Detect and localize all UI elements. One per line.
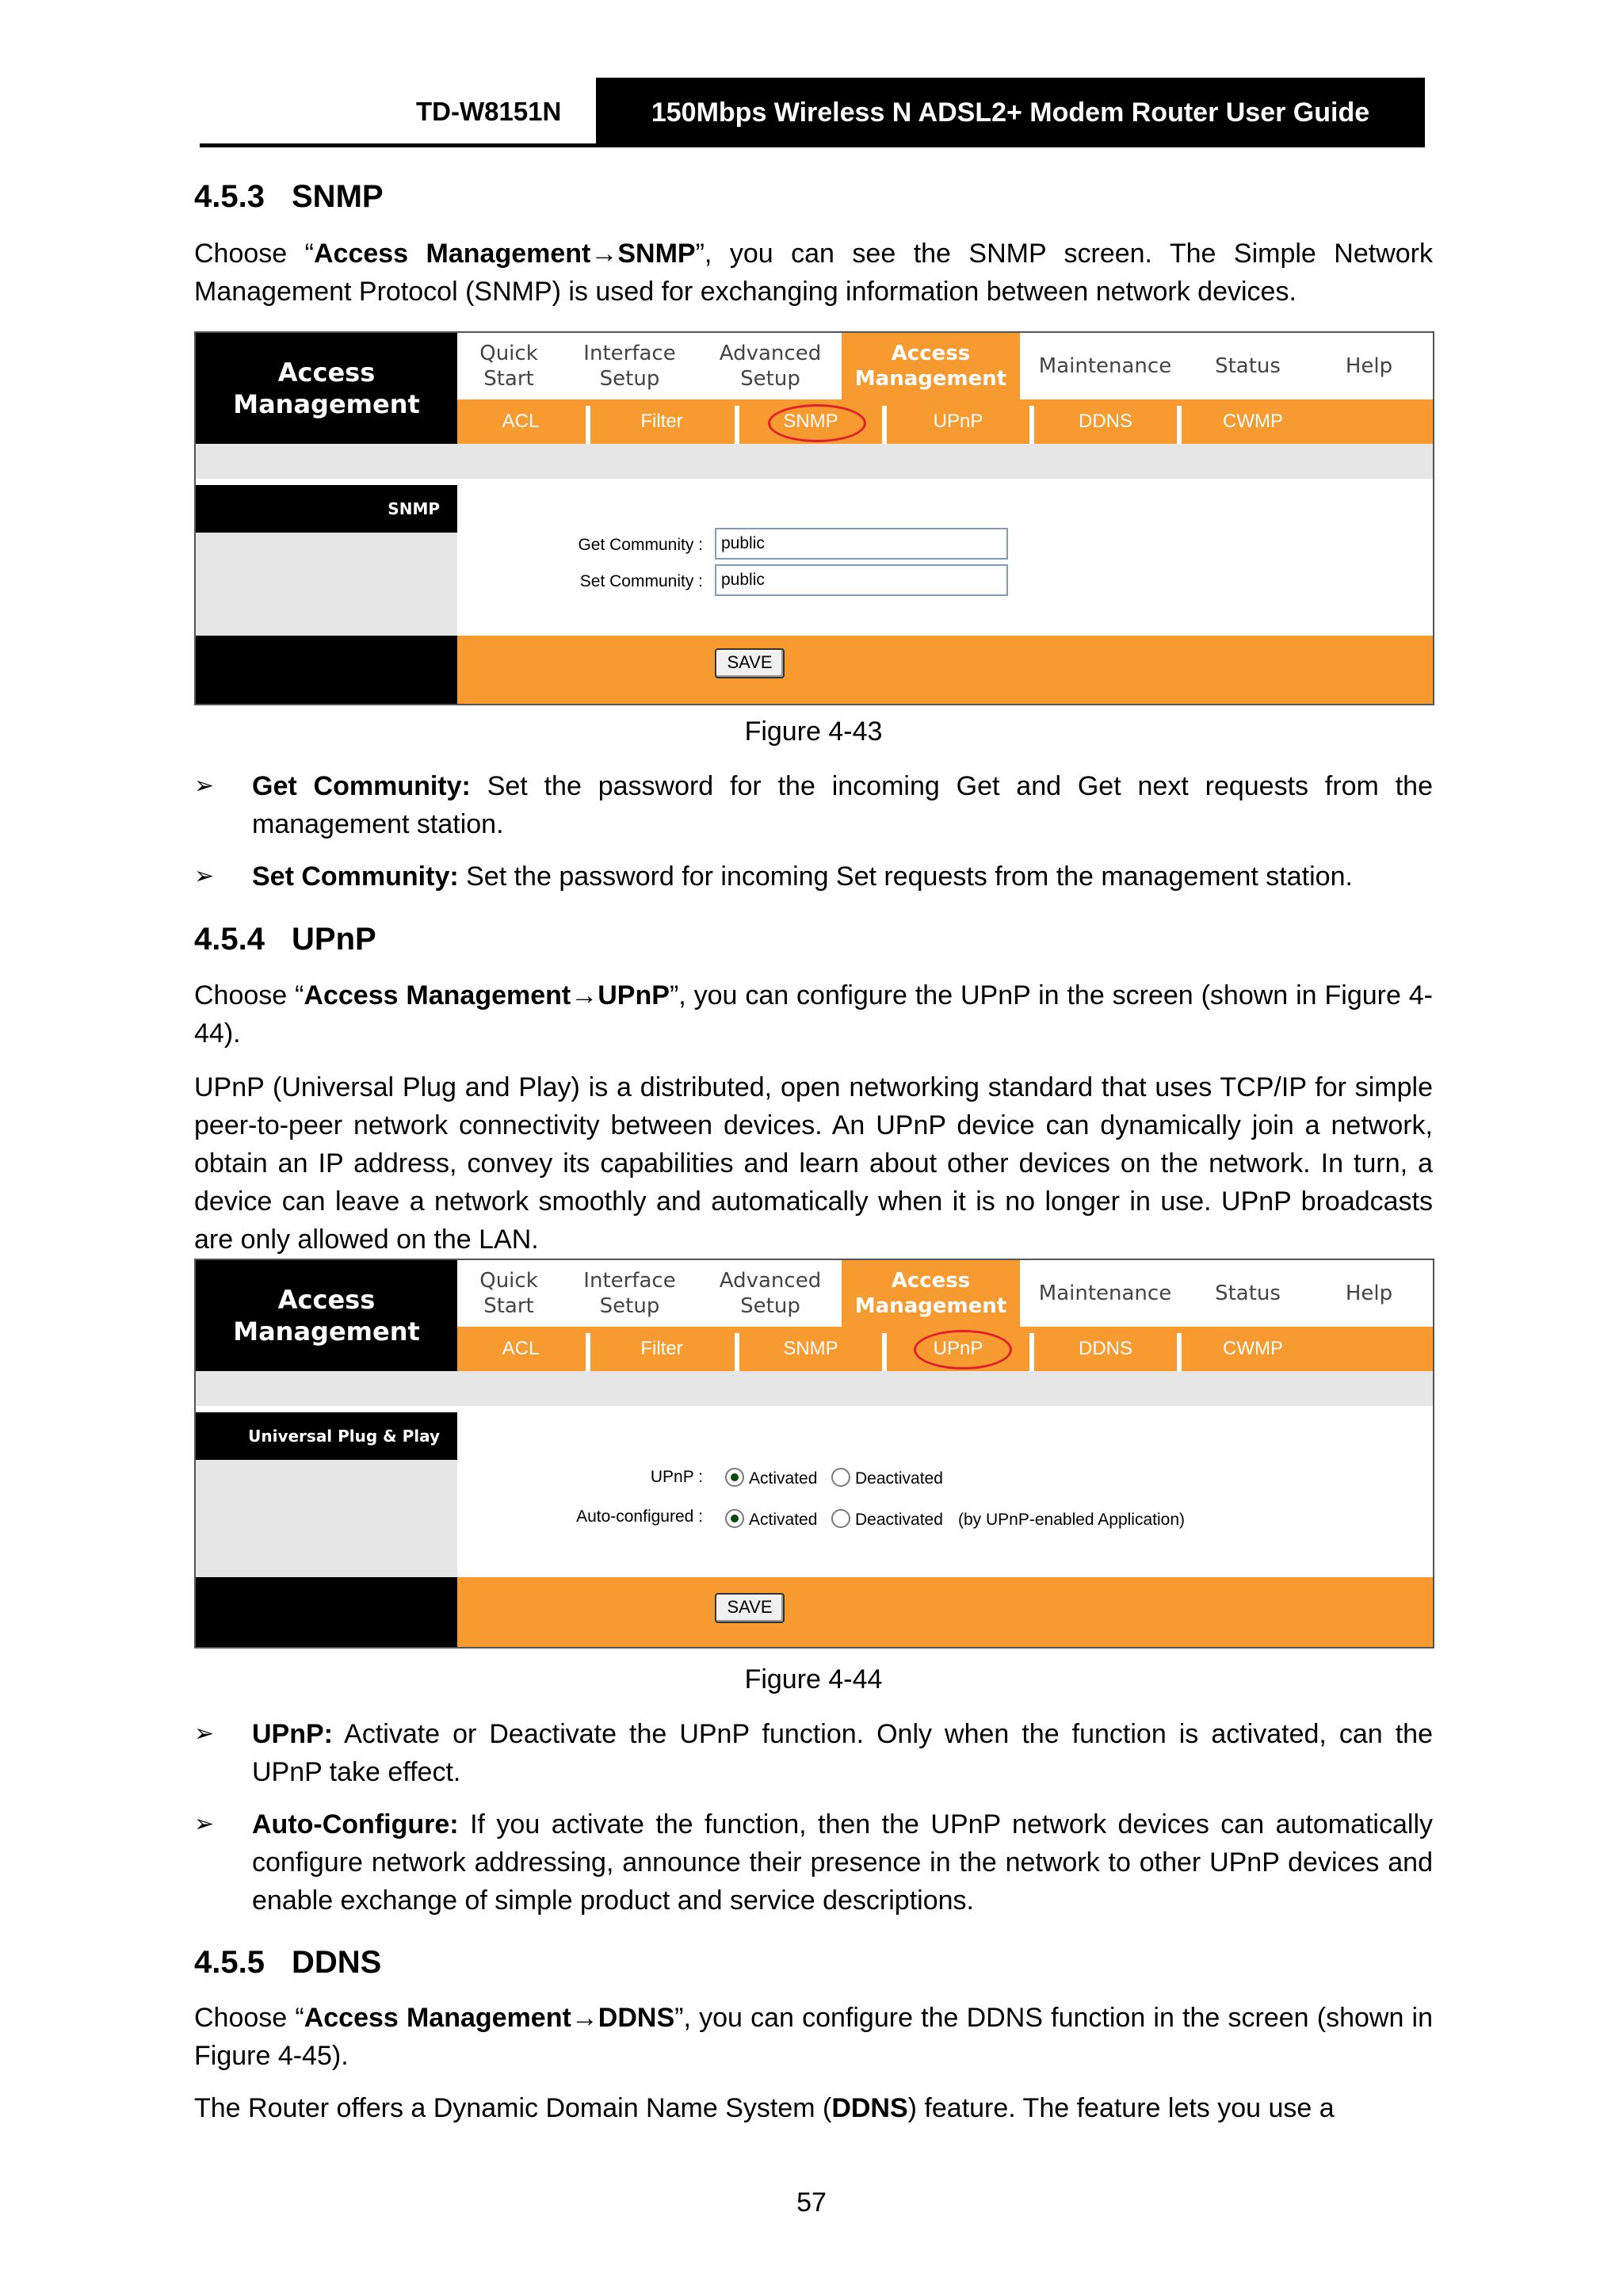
bullet-term: UPnP: [252, 1719, 333, 1749]
subtab-cwmp[interactable]: CWMP [1223, 411, 1283, 432]
tab-label: Maintenance [1038, 1282, 1172, 1305]
intro-pre: Choose “ [194, 980, 304, 1010]
subtab-cwmp[interactable]: CWMP [1223, 1338, 1283, 1359]
tab-quick-start[interactable] [457, 1260, 560, 1327]
section-number: 4.5.4 [194, 922, 265, 957]
save-button[interactable]: SAVE [715, 1593, 785, 1623]
brand-block [196, 1260, 457, 1371]
left-panel [196, 1460, 457, 1577]
top-nav [457, 1260, 1433, 1327]
footer-left [196, 636, 457, 704]
left-panel [196, 533, 457, 636]
tab-label: Setup [599, 1294, 660, 1318]
bullet-term: Auto-Configure: [252, 1809, 459, 1839]
white-band [196, 1406, 1433, 1412]
section-title: SNMP [292, 179, 384, 214]
bullet-term: Set Community: [252, 861, 459, 892]
tab-maintenance[interactable] [1020, 1260, 1190, 1327]
auto-deactivated-label: Deactivated [855, 1511, 943, 1529]
brand-block [196, 333, 457, 444]
tab-label: Advanced [719, 1269, 822, 1293]
header-rule [200, 143, 1425, 147]
subtab-ddns[interactable]: DDNS [1078, 411, 1132, 432]
tab-interface-setup[interactable] [560, 1260, 699, 1327]
auto-configured-label: Auto-configured : [576, 1507, 703, 1526]
section-title: UPnP [292, 922, 376, 957]
section-heading-snmp [194, 179, 384, 215]
upnp-deactivated-radio[interactable] [831, 1468, 850, 1487]
body-post: ) feature. The feature lets you use a [907, 2093, 1335, 2123]
subtab-acl[interactable]: ACL [502, 1338, 540, 1359]
bullet-arrow-icon: ➢ [194, 1721, 215, 1747]
tab-label: Setup [740, 1294, 800, 1318]
tab-label: Access [891, 1269, 971, 1293]
intro-post: ”, you can configure the DDNS function in the screen (shown in Figure 4-45). [194, 2003, 1434, 2071]
tab-label: Access [891, 342, 971, 365]
brand-line2: Management [233, 1316, 420, 1347]
auto-configured-note: (by UPnP-enabled Application) [958, 1511, 1186, 1529]
tab-label: Interface [583, 342, 676, 365]
sub-nav [457, 399, 1433, 444]
highlight-circle [768, 404, 866, 442]
gray-band [196, 444, 1433, 479]
tab-label: Start [483, 1294, 534, 1318]
page-number: 57 [796, 2187, 827, 2218]
section-label-snmp: SNMP [196, 485, 457, 533]
bullet-arrow-icon: ➢ [194, 863, 215, 889]
top-nav [457, 333, 1433, 399]
bullet-upnp [194, 1715, 1433, 1791]
figure-caption: Figure 4-44 [744, 1664, 883, 1694]
bullet-text: If you activate the function, then the UPnP network devices can automatically configure network addressing, announce their presence in the network to other UPnP devices and enable exchange of simple product and service descriptions. [252, 1809, 1433, 1916]
bullet-text: Set the password for the incoming Get and Get next requests from the management station. [252, 771, 1433, 839]
tab-label: Quick [479, 1269, 538, 1293]
upnp-body: UPnP (Universal Plug and Play) is a distributed, open networking standard that uses TCP/IP for simple peer-to-peer network connectivity between devices. An UPnP device can dynamically join a network, obtain an IP address, convey its capabilities and learn about other devices on the network. In turn, a device can leave a network smoothly and automatically when it is no longer in use. UPnP broadcasts are only allowed on the LAN. [194, 1072, 1433, 1255]
tab-quick-start[interactable] [457, 333, 560, 399]
bullet-term: Get Community: [252, 771, 471, 801]
ddns-body [194, 2089, 1433, 2127]
tab-label: Status [1215, 354, 1281, 378]
footer-left [196, 1577, 457, 1647]
tab-label: Help [1345, 1282, 1393, 1305]
footer-right [457, 1577, 1433, 1647]
tab-access-management[interactable] [842, 333, 1020, 399]
bullet-arrow-icon: ➢ [194, 773, 215, 799]
upnp-label: UPnP : [650, 1468, 703, 1486]
tab-label: Interface [583, 1269, 676, 1293]
set-community-label: Set Community : [579, 572, 703, 590]
subtab-snmp[interactable]: SNMP [783, 411, 838, 432]
subtab-upnp[interactable]: UPnP [933, 1338, 983, 1359]
gray-band [196, 1371, 1433, 1406]
brand-line1: Access [277, 357, 376, 388]
section-number: 4.5.3 [194, 179, 265, 214]
tab-advanced-setup[interactable] [699, 1260, 842, 1327]
section-title: DDNS [292, 1945, 382, 1980]
bullet-get-community [194, 767, 1433, 843]
intro-post: ”, you can see the SNMP screen. The Simple Network Management Protocol (SNMP) is used for exchanging information between network devices. [194, 239, 1433, 307]
tab-access-management[interactable] [842, 1260, 1020, 1327]
bullet-arrow-icon: ➢ [194, 1811, 215, 1837]
body-pre: The Router offers a Dynamic Domain Name System ( [194, 2093, 832, 2123]
upnp-activated-radio[interactable] [725, 1468, 744, 1487]
upnp-screenshot [194, 1259, 1434, 1648]
tab-label: Maintenance [1038, 354, 1172, 378]
tab-label: Start [483, 367, 534, 391]
snmp-screenshot [194, 331, 1434, 705]
menu-path: Access Management→UPnP [304, 980, 670, 1010]
tab-label: Status [1215, 1282, 1281, 1305]
upnp-intro [194, 976, 1433, 1052]
footer-right [457, 636, 1433, 704]
subtab-filter[interactable]: Filter [640, 1338, 683, 1359]
save-button[interactable]: SAVE [715, 648, 785, 678]
upnp-activated-label: Activated [749, 1469, 818, 1488]
tab-label: Setup [740, 367, 800, 391]
tab-label: Advanced [719, 342, 822, 365]
tab-interface-setup[interactable] [560, 333, 699, 399]
section-number: 4.5.5 [194, 1945, 265, 1980]
bullet-set-community [194, 858, 1433, 896]
content-panel [457, 1412, 1433, 1577]
get-community-label: Get Community : [578, 536, 703, 554]
intro-pre: Choose “ [194, 239, 314, 269]
brand-line2: Management [233, 389, 420, 419]
tab-label: Management [854, 1294, 1007, 1318]
bullet-auto-configure [194, 1805, 1433, 1920]
tab-help[interactable] [1305, 333, 1433, 399]
ddns-intro [194, 1999, 1433, 2075]
tab-label: Setup [599, 367, 660, 391]
subtab-acl[interactable]: ACL [502, 411, 540, 432]
section-heading-ddns [194, 1945, 381, 1981]
tab-label: Quick [479, 342, 538, 365]
bullet-text: Set the password for incoming Set requests from the management station. [458, 861, 1353, 892]
snmp-intro [194, 235, 1433, 311]
auto-activated-label: Activated [749, 1511, 818, 1529]
auto-activated-radio[interactable] [725, 1509, 744, 1528]
tab-status[interactable] [1190, 333, 1305, 399]
white-band [196, 479, 1433, 485]
bullet-text: Activate or Deactivate the UPnP function. Only when the function is activated, can the UPnP take effect. [252, 1719, 1433, 1787]
tab-status[interactable] [1190, 1260, 1305, 1327]
subtab-filter[interactable]: Filter [640, 411, 683, 432]
section-label-upnp: Universal Plug & Play [196, 1412, 457, 1460]
menu-path: Access Management→SNMP [313, 239, 696, 269]
tab-label: Help [1345, 354, 1393, 378]
get-community-input[interactable]: public [715, 528, 1008, 560]
subtab-ddns[interactable]: DDNS [1078, 1338, 1132, 1359]
tab-label: Management [854, 367, 1007, 391]
auto-deactivated-radio[interactable] [831, 1509, 850, 1528]
body-bold: DDNS [831, 2093, 908, 2123]
tab-advanced-setup[interactable] [699, 333, 842, 399]
section-heading-upnp [194, 922, 376, 957]
subtab-snmp[interactable]: SNMP [783, 1338, 838, 1359]
subtab-upnp[interactable]: UPnP [933, 411, 983, 432]
header-title: 150Mbps Wireless N ADSL2+ Modem Router User Guide [596, 78, 1425, 147]
intro-post: ”, you can configure the UPnP in the screen (shown in Figure 4-44). [194, 980, 1434, 1049]
brand-line1: Access [277, 1285, 376, 1315]
intro-pre: Choose “ [194, 2003, 304, 2033]
menu-path: Access Management→DDNS [304, 2003, 675, 2033]
figure-caption: Figure 4-43 [744, 716, 883, 747]
upnp-deactivated-label: Deactivated [855, 1469, 943, 1488]
content-panel [457, 485, 1433, 636]
header-model: TD-W8151N [416, 97, 562, 126]
tab-maintenance[interactable] [1020, 333, 1190, 399]
set-community-input[interactable]: public [715, 564, 1008, 596]
tab-help[interactable] [1305, 1260, 1433, 1327]
highlight-circle [914, 1330, 1012, 1370]
